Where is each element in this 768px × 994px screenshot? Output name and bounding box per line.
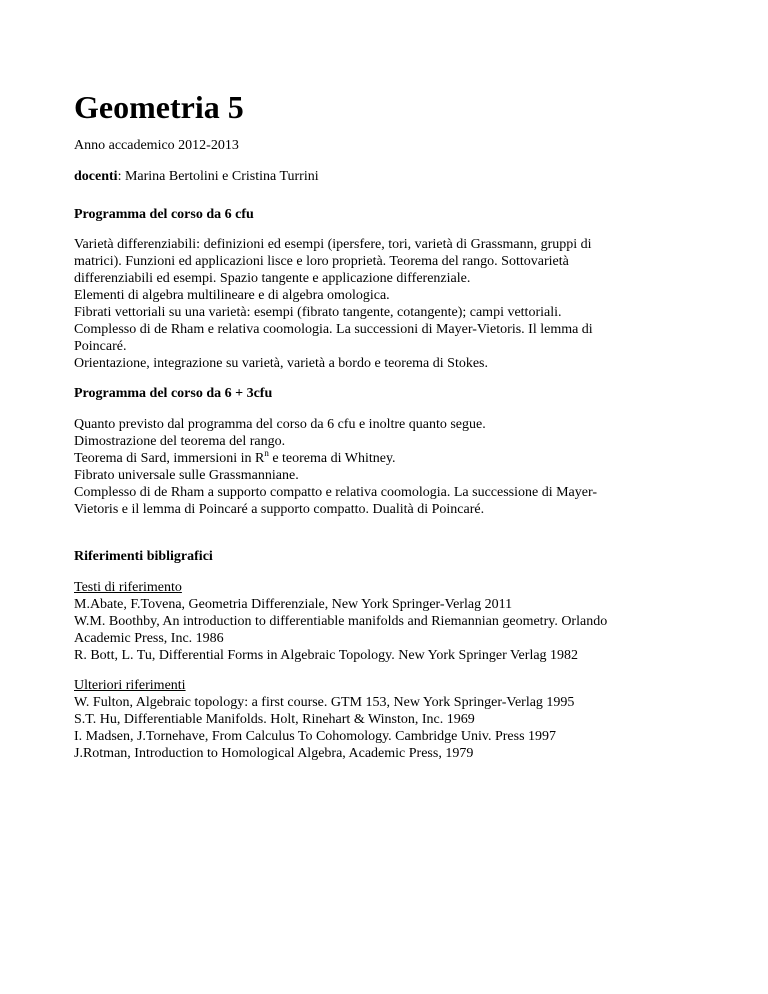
further-references-label: Ulteriori riferimenti <box>74 678 186 693</box>
program9-line: Quanto previsto dal programma del corso da 6 cfu e inoltre quanto segue. <box>74 417 486 432</box>
program9-line: Complesso di de Rham a supporto compatto e relativa coomologia. La successione di Mayer- <box>74 485 598 500</box>
academic-year: Anno accademico 2012-2013 <box>74 138 239 153</box>
program9-line-sard <box>74 450 597 467</box>
reference-item: M.Abate, F.Tovena, Geometria Differenziale, New York Springer-Verlag 2011 <box>74 597 513 612</box>
program9-heading: Programma del corso da 6 + 3cfu <box>74 386 273 401</box>
superscript-n: n <box>264 448 269 458</box>
teachers-line <box>74 168 319 185</box>
reference-item: S.T. Hu, Differentiable Manifolds. Holt, Rinehart & Winston, Inc. 1969 <box>74 712 475 727</box>
page-title: Geometria 5 <box>74 89 244 125</box>
program9-body <box>74 416 597 518</box>
program6-line: differenziabili ed esempi. Spazio tangente e applicazione differenziale. <box>74 271 471 286</box>
program9-line: Dimostrazione del teorema del rango. <box>74 434 286 449</box>
program6-line: matrici). Funzioni ed applicazioni lisce e loro proprietà. Teorema del rango. Sottovarietà <box>74 254 569 269</box>
program6-line: Orientazione, integrazione su varietà, varietà a bordo e teorema di Stokes. <box>74 356 488 371</box>
reference-item: J.Rotman, Introduction to Homological Algebra, Academic Press, 1979 <box>74 746 474 761</box>
main-references-label: Testi di riferimento <box>74 580 182 595</box>
program6-line: Elementi di algebra multilineare e di algebra omologica. <box>74 288 390 303</box>
reference-item: I. Madsen, J.Tornehave, From Calculus To Cohomology. Cambridge Univ. Press 1997 <box>74 729 557 744</box>
teachers-names: : Marina Bertolini e Cristina Turrini <box>117 169 319 184</box>
program9-line3-text: Teorema di Sard, immersioni in R <box>74 451 265 466</box>
references-heading: Riferimenti bibligrafici <box>74 549 213 564</box>
program6-line: Poincaré. <box>74 339 127 354</box>
reference-item: W. Fulton, Algebraic topology: a first course. GTM 153, New York Springer-Verlag 1995 <box>74 695 575 710</box>
reference-item: W.M. Boothby, An introduction to differentiable manifolds and Riemannian geometry. Orlando <box>74 614 608 629</box>
further-references <box>74 677 574 762</box>
program6-body <box>74 236 593 372</box>
program6-line: Fibrati vettoriali su una varietà: esempi (fibrato tangente, cotangente); campi vettoriali. <box>74 305 562 320</box>
teachers-label: docenti <box>74 169 118 184</box>
reference-item: Academic Press, Inc. 1986 <box>74 631 224 646</box>
program9-line: Vietoris e il lemma di Poincaré a supporto compatto. Dualità di Poincaré. <box>74 502 485 517</box>
reference-item: R. Bott, L. Tu, Differential Forms in Algebraic Topology. New York Springer Verlag 1982 <box>74 648 579 663</box>
program6-line: Varietà differenziabili: definizioni ed esempi (ipersfere, tori, varietà di Grassmann, gruppi di <box>74 237 592 252</box>
program9-line3-text-end: e teorema di Whitney. <box>268 451 396 466</box>
program6-line: Complesso di de Rham e relativa coomologia. La successioni di Mayer-Vietoris. Il lemma di <box>74 322 593 337</box>
program9-line: Fibrato universale sulle Grassmanniane. <box>74 468 299 483</box>
program6-heading: Programma del corso da 6 cfu <box>74 207 254 222</box>
main-references <box>74 579 607 664</box>
